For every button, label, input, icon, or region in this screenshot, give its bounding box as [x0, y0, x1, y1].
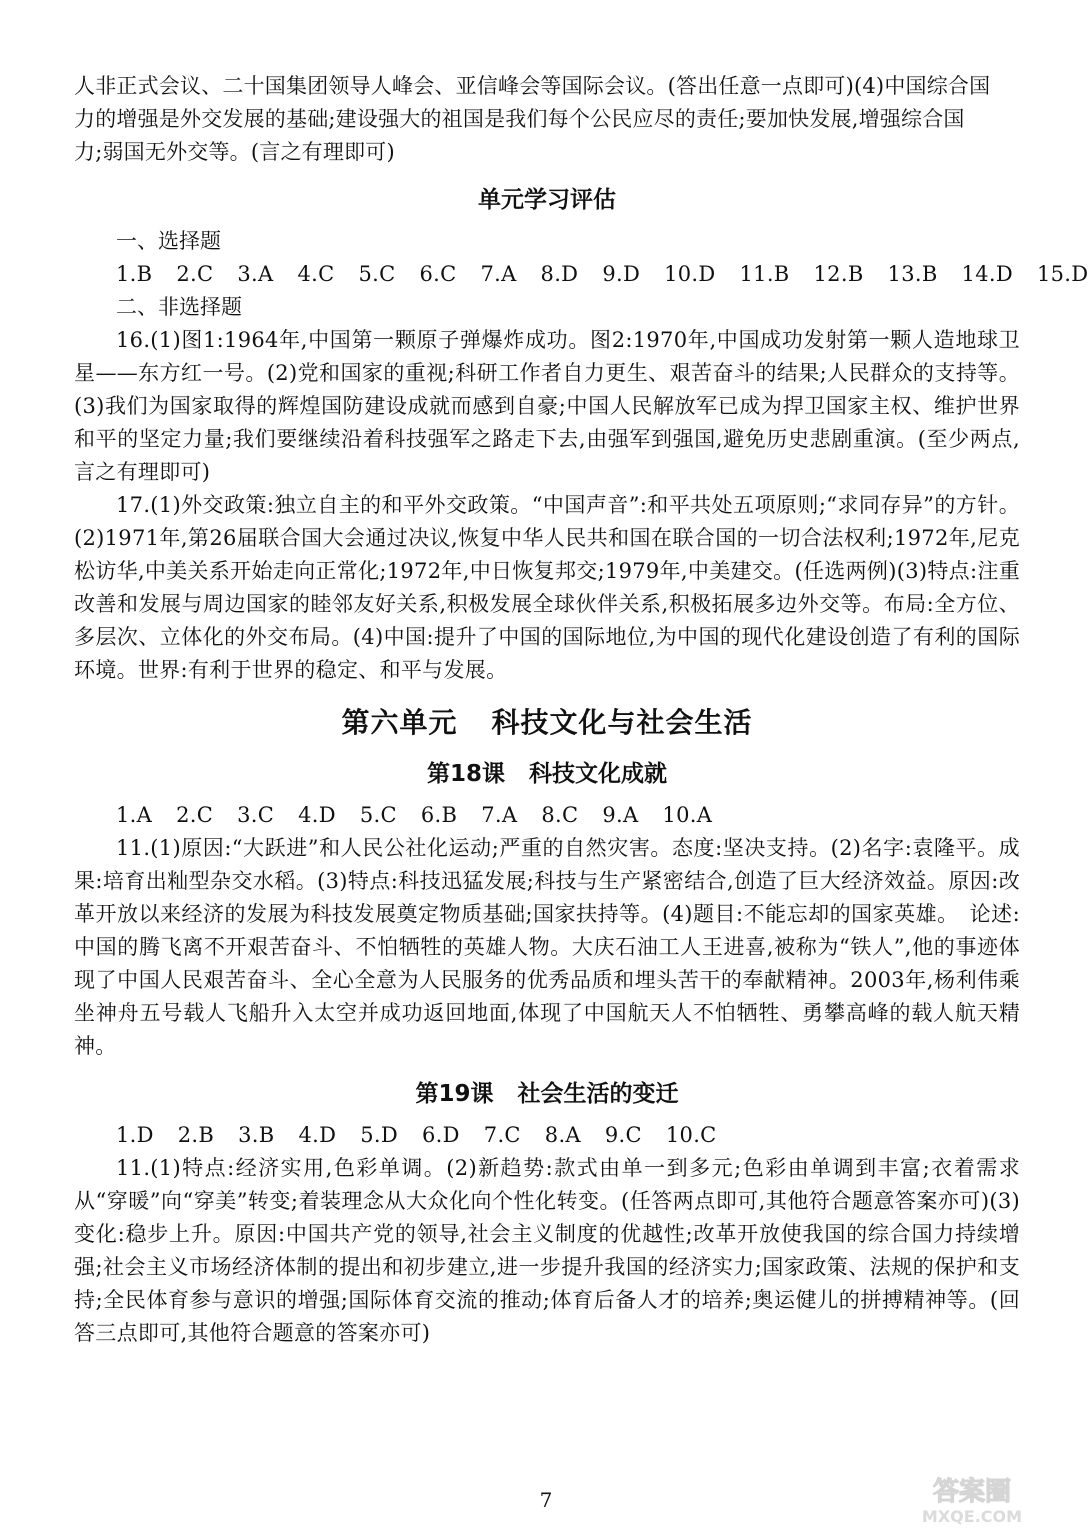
answer-item: 3.C	[237, 803, 275, 827]
document-page	[74, 70, 1089, 1350]
answer-item: 1.D	[116, 1123, 154, 1147]
answer-item: 9.C	[604, 1123, 642, 1147]
answer-item: 6.D	[422, 1123, 460, 1147]
answer-item: 14.D	[961, 262, 1013, 286]
choice-heading: 一、选择题	[116, 229, 221, 253]
answer-paragraph-l19-q11: 11.(1)特点:经济实用,色彩单调。(2)新趋势:款式由单一到多元;色彩由单调到丰富;衣着需求从“穿暖”向“穿美”转变;着装理念从大众化向个性化转变。(任答两点即可,其他符合题意答案亦可)(3)变化:稳步上升。原因:中国共产党的领导,社会主义制度的优越性;改革开放使我国的综合国力持续增强;社会主义市场经济体制的提出和初步建立,进一步提升我国的经济实力;国家政策、法规的保护和支持;全民体育参与意识的增强;国际体育交流的推动;体育后备人才的培养;奥运健儿的拼搏精神等。(回答三点即可,其他符合题意的答案亦可)	[74, 1156, 1020, 1345]
answer-item: 11.B	[739, 262, 790, 286]
answer-item: 9.A	[602, 803, 639, 827]
unit-title-number: 第六单元	[341, 706, 458, 739]
answer-item: 4.D	[298, 1123, 337, 1147]
intro-paragraph	[74, 70, 1020, 169]
answer-item: 10.A	[662, 803, 713, 827]
answer-item: 8.C	[541, 803, 579, 827]
answer-item: 2.B	[177, 1123, 215, 1147]
answer-item: 3.B	[238, 1123, 275, 1147]
text-line: 力;弱国无外交等。(言之有理即可)	[74, 140, 395, 164]
lesson-name: 社会生活的变迁	[517, 1081, 679, 1107]
answer-item: 2.C	[176, 262, 214, 286]
answer-paragraph-q16: 16.(1)图1:1964年,中国第一颗原子弹爆炸成功。图2:1970年,中国成功发射第一颗人造地球卫星——东方红一号。(2)党和国家的重视;科研工作者自力更生、艰苦奋斗的结果;人民群众的支持等。(3)我们为国家取得的辉煌国防建设成就而感到自豪;中国人民解放军已成为捍卫国家主权、维护世界和平的坚定力量;我们要继续沿着科技强军之路走下去,由强军到强国,避免历史悲剧重演。(至少两点,言之有理即可)	[74, 328, 1020, 484]
lesson-number: 第19课	[415, 1081, 494, 1107]
nonchoice-heading: 二、非选择题	[116, 295, 242, 319]
lesson18-answers-row	[74, 799, 1020, 832]
watermark-logo	[892, 1470, 1052, 1526]
answer-item: 10.C	[665, 1123, 717, 1147]
text-line: 力的增强是外交发展的基础;建设强大的祖国是我们每个公民应尽的责任;要加快发展,增强综合国	[74, 107, 965, 131]
answer-item: 10.D	[664, 262, 716, 286]
answer-item: 5.C	[359, 803, 397, 827]
answer-item: 8.A	[544, 1123, 581, 1147]
answer-item: 5.C	[358, 262, 396, 286]
lesson-number: 第18课	[426, 761, 505, 787]
unit-title	[74, 703, 1020, 743]
answer-item: 13.B	[887, 262, 938, 286]
answer-item: 3.A	[237, 262, 274, 286]
watermark-text-bottom: MXQE.COM	[921, 1507, 1023, 1526]
answer-item: 4.C	[297, 262, 335, 286]
watermark-text-top: 答案圈	[932, 1477, 1012, 1507]
text-line: 人非正式会议、二十国集团领导人峰会、亚信峰会等国际会议。(答出任意一点即可)(4)中国综合国	[74, 74, 991, 98]
answer-item: 4.D	[298, 803, 336, 827]
page-number: 7	[539, 1488, 553, 1512]
answer-item: 1.A	[116, 803, 153, 827]
lesson-title-19	[74, 1077, 1020, 1111]
answer-item: 9.D	[602, 262, 641, 286]
answer-item: 7.A	[480, 262, 517, 286]
lesson-name: 科技文化成就	[529, 761, 667, 787]
answer-item: 7.A	[481, 803, 518, 827]
lesson-title-18	[74, 757, 1020, 791]
answer-item: 12.B	[813, 262, 864, 286]
lesson19-answers-row	[74, 1119, 1020, 1152]
answer-item: 7.C	[483, 1123, 521, 1147]
section-title-unit-evaluation: 单元学习评估	[478, 187, 616, 213]
unit-title-name: 科技文化与社会生活	[491, 706, 753, 739]
answer-item: 8.D	[540, 262, 579, 286]
answer-item: 5.D	[360, 1123, 399, 1147]
answer-item: 2.C	[176, 803, 214, 827]
answer-item: 6.B	[420, 803, 458, 827]
choice-answers-row	[74, 258, 1089, 291]
answer-item: 6.C	[419, 262, 457, 286]
answer-item: 15.D	[1036, 262, 1089, 286]
answer-paragraph-l18-q11: 11.(1)原因:“大跃进”和人民公社化运动;严重的自然灾害。态度:坚决支持。(2)名字:袁隆平。成果:培育出籼型杂交水稻。(3)特点:科技迅猛发展;科技与生产紧密结合,创造了巨大经济效益。原因:改革开放以来经济的发展为科技发展奠定物质基础;国家扶持等。(4)题目:不能忘却的国家英雄。 论述:中国的腾飞离不开艰苦奋斗、不怕牺牲的英雄人物。大庆石油工人王进喜,被称为“铁人”,他的事迹体现了中国人民艰苦奋斗、全心全意为人民服务的优秀品质和埋头苦干的奉献精神。2003年,杨利伟乘坐神舟五号载人飞船升入太空并成功返回地面,体现了中国航天人不怕牺牲、勇攀高峰的载人航天精神。	[74, 836, 1020, 1058]
answer-item: 1.B	[116, 262, 153, 286]
answer-paragraph-q17: 17.(1)外交政策:独立自主的和平外交政策。“中国声音”:和平共处五项原则;“求同存异”的方针。(2)1971年,第26届联合国大会通过决议,恢复中华人民共和国在联合国的一切合法权利;1972年,尼克松访华,中美关系开始走向正常化;1972年,中日恢复邦交;1979年,中美建交。(任选两例)(3)特点:注重改善和发展与周边国家的睦邻友好关系,积极发展全球伙伴关系,积极拓展多边外交等。布局:全方位、多层次、立体化的外交布局。(4)中国:提升了中国的国际地位,为中国的现代化建设创造了有利的国际环境。世界:有利于世界的稳定、和平与发展。	[74, 493, 1020, 682]
